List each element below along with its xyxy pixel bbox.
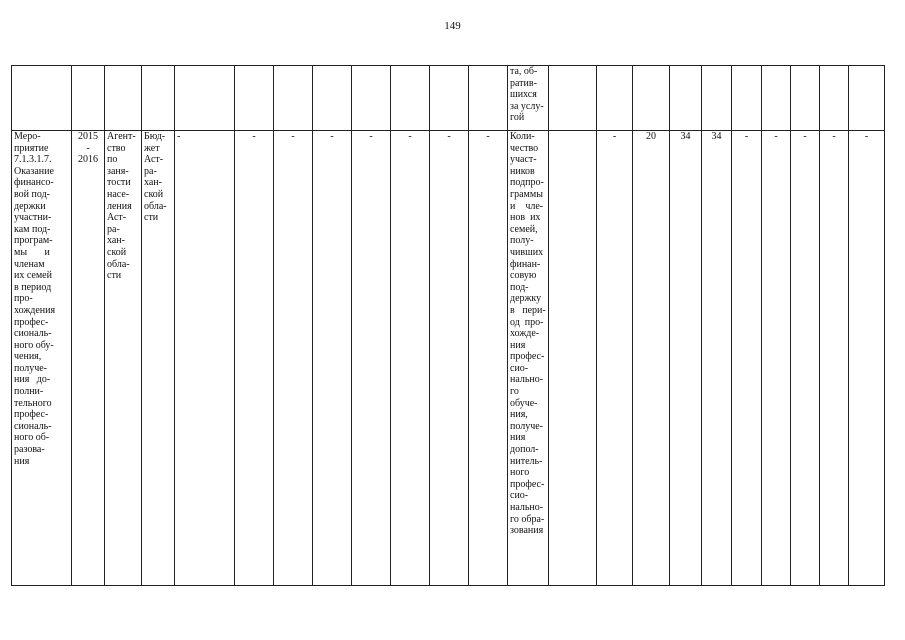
cell-indicator-value xyxy=(820,66,849,131)
finance-value: - xyxy=(175,131,235,586)
indicator-description: Коли- чество участ- ников подпро- граммы и чле- нов их семей, полу- чивших финан- совую под- держку в пери- од про- хожде- ния профес- сио- нально- го обуче- ния, получе- ния допол- нитель- ного профес- сио- нально- го обра- зования xyxy=(508,131,549,586)
indicator-value: - xyxy=(820,131,849,586)
measure-executor: Агент- ство по заня- тости насе- ления Аст- ра- хан- ской обла- сти xyxy=(105,131,142,586)
cell-indicator-value xyxy=(702,66,732,131)
indicator-continuation-text: та, об- ратив- шихся за услу- гой xyxy=(508,66,549,131)
cell-measure xyxy=(12,66,72,131)
cell-indicator-value xyxy=(849,66,885,131)
cell-indicator-value xyxy=(791,66,820,131)
cell-finance xyxy=(352,66,391,131)
cell-finance xyxy=(430,66,469,131)
cell-finance xyxy=(313,66,352,131)
measure-years: 2015 - 2016 xyxy=(72,131,105,586)
cell-indicator-value xyxy=(762,66,791,131)
cell-finance xyxy=(175,66,235,131)
indicator-unit xyxy=(549,131,597,586)
indicator-value: 20 xyxy=(633,131,670,586)
continuation-row xyxy=(12,66,885,131)
finance-value: - xyxy=(391,131,430,586)
indicator-value: 34 xyxy=(702,131,732,586)
measure-row xyxy=(12,131,885,586)
cell-finance xyxy=(235,66,274,131)
program-measures-table xyxy=(11,65,885,586)
finance-value: - xyxy=(313,131,352,586)
measure-funding-source: Бюд- жет Аст- ра- хан- ской обла- сти xyxy=(142,131,175,586)
indicator-value: 34 xyxy=(670,131,702,586)
cell-indicator-value xyxy=(732,66,762,131)
indicator-value: - xyxy=(849,131,885,586)
indicator-value: - xyxy=(791,131,820,586)
measure-description: Меро- приятие 7.1.3.1.7. Оказание финансо- вой под- держки участни- кам под- програм- мы и членам их семей в период про- хождения профес- сиональ- ного обу- чения, получе- ния до- полни- тельного профес- сиональ- ного об- разова- ния xyxy=(12,131,72,586)
finance-value: - xyxy=(469,131,508,586)
cell-executor xyxy=(105,66,142,131)
cell-finance xyxy=(469,66,508,131)
cell-source xyxy=(142,66,175,131)
cell-finance xyxy=(391,66,430,131)
cell-unit xyxy=(549,66,597,131)
finance-value: - xyxy=(274,131,313,586)
indicator-value: - xyxy=(762,131,791,586)
cell-years xyxy=(72,66,105,131)
indicator-base-value: - xyxy=(597,131,633,586)
finance-value: - xyxy=(235,131,274,586)
indicator-value: - xyxy=(732,131,762,586)
page-number: 149 xyxy=(444,20,461,32)
finance-value: - xyxy=(430,131,469,586)
cell-indicator-value xyxy=(633,66,670,131)
cell-indicator-value xyxy=(670,66,702,131)
cell-finance xyxy=(274,66,313,131)
cell-base-value xyxy=(597,66,633,131)
finance-value: - xyxy=(352,131,391,586)
